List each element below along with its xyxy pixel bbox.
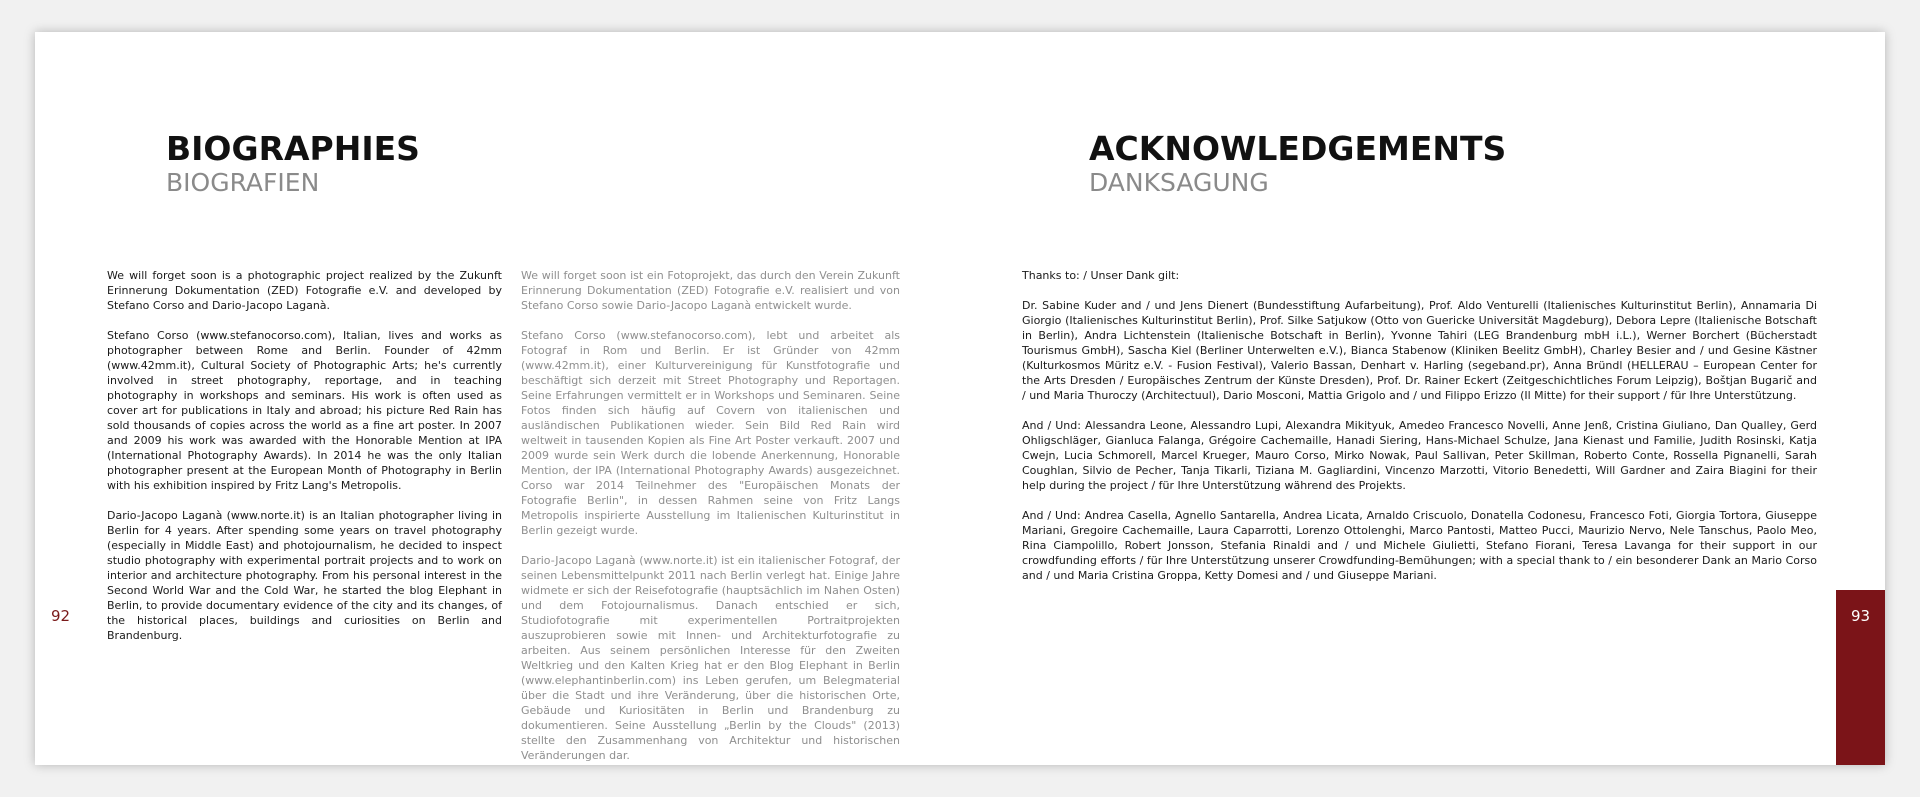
ack-intro: Thanks to: / Unser Dank gilt:	[1022, 269, 1180, 282]
book-spread	[35, 32, 1885, 765]
page-number-tab	[1836, 590, 1885, 765]
bio-en-paragraph-1: We will forget soon is a photographic project realized by the Zukunft Erinnerung Dokumentation (ZED) Fotografie e.V. and developed by Stefano Corso and Dario-Jacopo Laganà.	[107, 269, 502, 312]
acknowledgements-column	[1022, 268, 1817, 598]
page-number-right: 93	[1850, 607, 1871, 625]
biography-german-column	[521, 268, 900, 778]
bio-de-paragraph-2: Stefano Corso (www.stefanocorso.com), lebt und arbeitet als Fotograf in Rom und Berlin. Er ist Gründer von 42mm (www.42mm.it), einer Kulturvereinigung für Kunstfotografie und beschäftigt sich derzeit mit Street Photography und Reportagen. Seine Erfahrungen vermittelt er in Workshops und Seminaren. Seine Fotos finden sich häufig auf Covern von italienischen und ausländischen Publikationen wieder. Sein Bild Red Rain wird weltweit in tausenden Kopien als Fine Art Poster verkauft. 2007 und 2009 wurde sein Werk durch die lobende Anerkennung, Honorable Mention, der IPA (International Photography Awards) ausgezeichnet. Corso war 2014 Teilnehmer des "Europäischen Monats der Fotografie Berlin", in dessen Rahmen seine von Fritz Langs Metropolis inspirierte Ausstellung im Italienischen Kulturinstitut in Berlin gezeigt wurde.	[521, 329, 900, 537]
bio-en-paragraph-2: Stefano Corso (www.stefanocorso.com), Italian, lives and works as photographer between Rome and Berlin. Founder of 42mm (www.42mm.it), Cultural Society of Photographic Arts; he's currently involved in street photography, reportage, and in teaching photography in workshops and seminars. His work is often used as cover art for publications in Italy and abroad; his picture Red Rain has sold thousands of copies across the world as a fine art poster. In 2007 and 2009 his work was awarded with the Honorable Mention at IPA (International Photography Awards). In 2014 he was the only Italian photographer present at the European Month of Photography in Berlin with his exhibition inspired by Fritz Lang's Metropolis.	[107, 329, 502, 492]
acknowledgements-title: ACKNOWLEDGEMENTS	[1089, 129, 1507, 168]
right-page	[960, 32, 1885, 765]
bio-en-paragraph-3: Dario-Jacopo Laganà (www.norte.it) is an Italian photographer living in Berlin for 4 years. After spending some years on travel photography (especially in Middle East) and photojournalism, he decided to inspect studio photography with experimental portrait projects and to work on interior and architecture photography. From his personal interest in the Second World War and the Cold War, he started the blog Elephant in Berlin, to provide documentary evidence of the city and its changes, of the historical places, buildings and curiosities on Berlin and Brandenburg.	[107, 509, 502, 642]
left-page	[35, 32, 960, 765]
page-subtitle: BIOGRAFIEN	[166, 168, 320, 197]
ack-paragraph-1: Dr. Sabine Kuder and / und Jens Dienert (Bundesstiftung Aufarbeitung), Prof. Aldo Venturelli (Italienisches Kulturinstitut Berlin), Annamaria Di Giorgio (Italienisches Kulturinstitut Berlin), Prof. Silke Satjukow (Otto von Guericke Universität Magdeburg), Debora Lepre (Italienische Botschaft in Berlin), Andra Lichtenstein (Italienische Botschaft in Berlin), Yvonne Tahiri (LEG Brandenburg mbH i.L.), Werner Borchert (Bücherstadt Tourismus GmbH), Sascha Kiel (Berliner Unterwelten e.V.), Bianca Stabenow (Kliniken Beelitz GmbH), Charley Besier and / und Gesine Kästner (Kulturkosmos Müritz e.V. - Fusion Festival), Valerio Bassan, Denhart v. Harling (segeband.pr), Anna Bründl (HELLERAU – European Center for the Arts Dresden / Europäisches Zentrum der Künste Dresden), Prof. Dr. Rainer Eckert (Zeitgeschichtliches Forum Leipzig), Boštjan Bugarič and / und Maria Thuroczy (Architectuul), Dario Mosconi, Mattia Grigolo and / und Filippo Erizzo (Il Mitte) for their support / für Ihre Unterstützung.	[1022, 299, 1817, 402]
page-number-left: 92	[51, 607, 71, 625]
bio-de-paragraph-3: Dario-Jacopo Laganà (www.norte.it) ist ein italienischer Fotograf, der seinen Lebensmittelpunkt 2011 nach Berlin verlegt hat. Einige Jahre widmete er sich der Reisefotografie (hauptsächlich im Nahen Osten) und dem Fotojournalismus. Danach entschied er sich, Studiofotografie mit experimentellen Portraitprojekten auszuprobieren sowie mit Innen- und Architekturfotografie zu arbeiten. Aus seinem persönlichen Interesse für den Zweiten Weltkrieg und den Kalten Krieg hat er den Blog Elephant in Berlin (www.elephantinberlin.com) ins Leben gerufen, um Belegmaterial über die Stadt und ihre Veränderung, über die historischen Orte, Gebäude und Kuriositäten in Berlin und Brandenburg zu dokumentieren. Seine Ausstellung „Berlin by the Clouds" (2013) stellte den Zusammenhang von Architektur und historischen Veränderungen dar.	[521, 554, 900, 762]
ack-paragraph-2: And / Und: Alessandra Leone, Alessandro Lupi, Alexandra Mikityuk, Amedeo Francesco Novelli, Anne Jenß, Cristina Giuliano, Dan Qualley, Gerd Ohligschläger, Gianluca Falanga, Grégoire Cachemaille, Hanadi Siering, Hans-Michael Schulze, Jana Kienast und Familie, Judith Rosinski, Katja Cwejn, Lucia Schmorell, Marcel Krueger, Mauro Corso, Mirko Nowak, Paul Sallivan, Peter Skillman, Roberto Conte, Rossella Pignanelli, Sarah Coughlan, Silvio de Pecher, Tanja Tikarli, Tiziana M. Gagliardini, Vincenzo Marzotti, Vitorio Benedetti, Will Gardner and Zaira Biagini for their help during the project / für Ihre Unterstützung während des Projekts.	[1022, 419, 1817, 492]
biography-english-column	[107, 268, 502, 658]
acknowledgements-subtitle: DANKSAGUNG	[1089, 168, 1269, 197]
ack-paragraph-3: And / Und: Andrea Casella, Agnello Santarella, Andrea Licata, Arnaldo Criscuolo, Donatella Codonesu, Francesco Foti, Giorgia Tortora, Giuseppe Mariani, Gregoire Cachemaille, Laura Caparrotti, Lorenzo Ottolenghi, Marco Pantosti, Matteo Pucci, Maurizio Nervo, Nele Tanschus, Paolo Meo, Rina Ciampolillo, Robert Jonsson, Stefania Rinaldi and / und Michele Giulietti, Stefano Fiorani, Teresa Lavanga for their support in our crowdfunding efforts / für Ihre Unterstützung unserer Crowdfunding-Bemühungen; with a special thank to / ein besonderer Dank an Mario Corso and / und Maria Cristina Groppa, Ketty Domesi and / und Giuseppe Mariani.	[1022, 509, 1817, 582]
page-title: BIOGRAPHIES	[166, 129, 420, 168]
bio-de-paragraph-1: We will forget soon ist ein Fotoprojekt, das durch den Verein Zukunft Erinnerung Dokumentation (ZED) Fotografie e.V. realisiert und von Stefano Corso sowie Dario-Jacopo Laganà entwickelt wurde.	[521, 269, 900, 312]
